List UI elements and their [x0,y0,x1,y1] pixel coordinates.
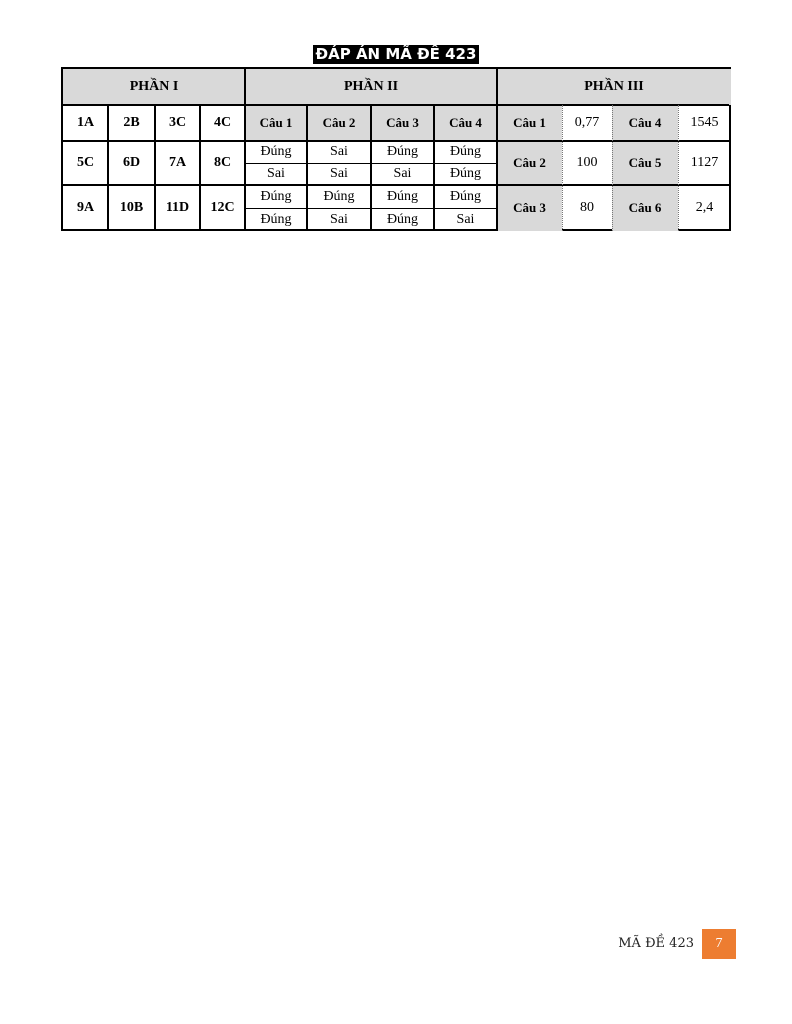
title-text: ĐÁP ÁN MÃ ĐỀ 423 [313,45,480,64]
part3-question: Câu 2 [497,141,562,185]
part2-answer: Đúng [386,144,419,159]
header-part-3: PHẦN III [497,69,731,105]
part2-question: Câu 1 [245,105,307,141]
part2-answer: Sai [267,166,285,181]
part2-question: Câu 4 [434,105,497,141]
answer-key-title [0,45,792,64]
part2-answer: Đúng [449,188,482,204]
answer-table [61,67,731,231]
part2-answer: Sai [330,144,348,159]
part2-answer: Đúng [323,188,355,204]
column-divider [370,105,372,231]
part3-question: Câu 4 [612,105,678,141]
part1-answer: 10B [119,200,144,215]
part3-question: Câu 1 [497,105,562,141]
part2-answer: Đúng [260,211,292,227]
part2-answer: Đúng [260,144,292,159]
part1-answer: 7A [168,155,187,170]
part1-answer: 12C [210,200,235,215]
section-divider [244,69,246,231]
part2-answer: Đúng [449,166,482,181]
part3-question: Câu 5 [612,141,678,185]
part3-answer: 0,77 [574,115,600,130]
part3-answer: 2,4 [695,200,714,215]
part2-answer: Đúng [449,144,482,159]
part1-answer: 4C [213,115,232,130]
header-part-2: PHẦN II [245,69,497,105]
part1-answer: 6D [122,155,141,170]
part2-answer: Đúng [386,188,419,204]
column-divider [433,105,435,231]
part1-answer: 2B [123,115,140,130]
part1-answer: 3C [168,115,187,130]
column-divider [107,105,109,231]
row-divider [63,184,729,186]
page-footer [600,929,736,959]
row-divider [63,140,729,142]
part2-question: Câu 3 [371,105,434,141]
part3-question: Câu 3 [497,185,562,231]
part1-answer: 9A [76,200,95,215]
part3-answer: 1545 [690,115,719,130]
dotted-divider [562,105,563,231]
dotted-divider [678,105,679,231]
dotted-divider [612,105,613,231]
part2-answer: Sai [393,166,412,181]
part1-answer: 5C [76,155,95,170]
part1-answer: 1A [76,115,95,130]
exam-code-label: MÃ ĐỀ 423 [618,936,694,951]
part3-answer: 80 [580,200,594,215]
part3-answer: 1127 [690,155,719,170]
part1-answer: 8C [213,155,232,170]
column-divider [306,105,308,231]
part2-answer: Sai [330,211,348,227]
part2-answer: Sai [330,166,348,181]
part2-answer: Đúng [260,188,292,204]
part2-answer: Đúng [386,211,419,227]
part3-question: Câu 6 [612,185,678,231]
header-part-1: PHẦN I [63,69,245,105]
part2-question: Câu 2 [307,105,371,141]
column-divider [154,105,156,231]
section-divider [496,69,498,231]
column-divider [199,105,201,231]
part3-answer: 100 [576,155,598,170]
page-number-badge: 7 [702,929,736,959]
row-divider [63,104,729,106]
part1-answer: 11D [165,200,190,215]
part2-answer: Sai [456,211,475,227]
